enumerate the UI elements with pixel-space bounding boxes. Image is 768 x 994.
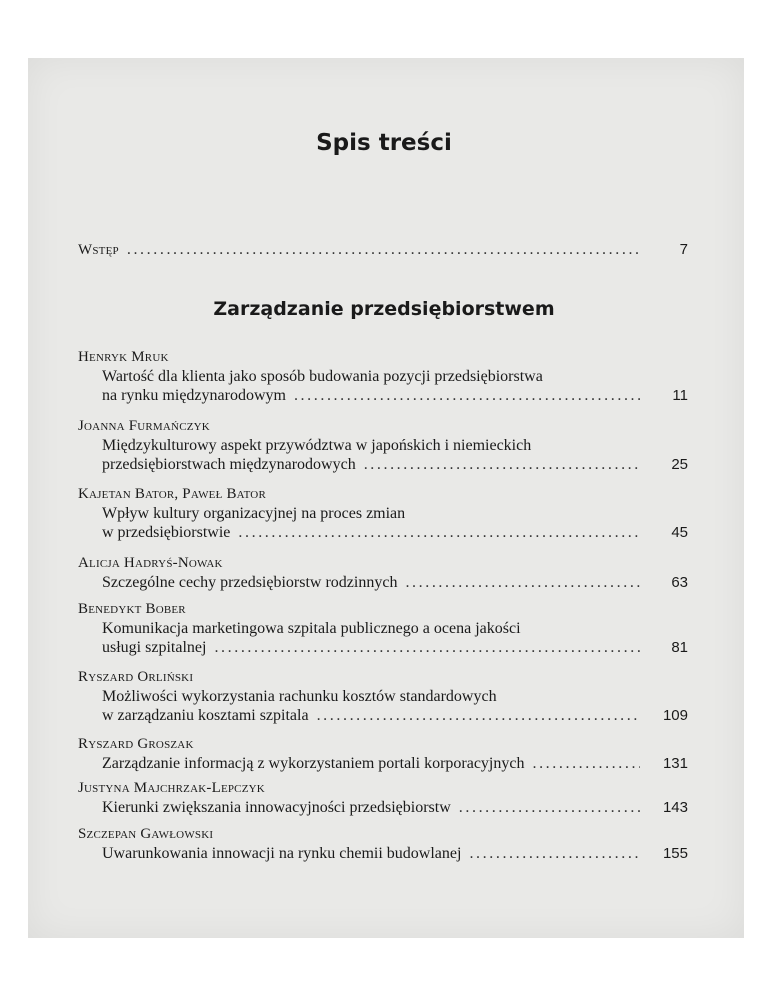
entry-title-last: usługi szpitalnej: [102, 639, 207, 656]
dot-leader: [364, 455, 640, 474]
entry-author: Kajetan Bator, Paweł Bator: [78, 486, 266, 502]
entry-title-last: Zarządzanie informacją z wykorzystaniem portali korporacyjnych: [102, 755, 525, 772]
entry-author: Joanna Furmańczyk: [78, 418, 210, 434]
toc-entry[interactable]: [78, 554, 688, 592]
entry-title-last: w zarządzaniu kosztami szpitala: [102, 707, 309, 724]
page-number: 131: [662, 755, 688, 772]
entry-title-line: Możliwości wykorzystania rachunku kosztów standardowych: [102, 688, 497, 705]
entry-author: Ryszard Groszak: [78, 736, 194, 752]
dot-leader: [459, 798, 640, 817]
entry-author: Benedykt Bober: [78, 601, 186, 617]
page-number: 63: [671, 574, 688, 591]
dot-leader: [294, 386, 640, 405]
entry-author: Justyna Majchrzak-Lepczyk: [78, 780, 265, 796]
entry-title-line: Komunikacja marketingowa szpitala publicznego a ocena jakości: [102, 620, 521, 637]
entry-author: Alicja Hadryś-Nowak: [78, 555, 223, 571]
dot-leader: [317, 706, 640, 725]
entry-title-line: Wpływ kultury organizacyjnej na proces zmian: [102, 505, 406, 522]
toc-entry[interactable]: [78, 417, 688, 474]
entry-author: Ryszard Orliński: [78, 669, 194, 685]
dot-leader: [127, 240, 640, 259]
entry-title-last: przedsiębiorstwach międzynarodowych: [102, 456, 356, 473]
toc-entry[interactable]: [78, 348, 688, 405]
toc-entry[interactable]: [78, 600, 688, 657]
toc-entry[interactable]: [78, 735, 688, 773]
entry-author: Szczepan Gawłowski: [78, 826, 214, 842]
page-title: Spis treści: [316, 130, 452, 156]
toc-entry-intro[interactable]: [78, 240, 688, 260]
page-number: 109: [662, 707, 688, 724]
dot-leader: [532, 754, 640, 773]
entry-title-last: Uwarunkowania innowacji na rynku chemii budowlanej: [102, 845, 462, 862]
entry-title-line: Międzykulturowy aspekt przywództwa w japońskich i niemieckich: [102, 437, 532, 454]
dot-leader: [405, 573, 640, 592]
page-number: 143: [662, 799, 688, 816]
toc-entry[interactable]: [78, 485, 688, 542]
toc-entry[interactable]: [78, 825, 688, 863]
page-number: 7: [679, 241, 688, 258]
dot-leader: [214, 638, 640, 657]
entry-title-last: Szczególne cechy przedsiębiorstw rodzinnych: [102, 574, 398, 591]
entry-title-last: Kierunki zwiększania innowacyjności przedsiębiorstw: [102, 799, 451, 816]
dot-leader: [469, 844, 640, 863]
dot-leader: [238, 523, 640, 542]
entry-title-last: w przedsiębiorstwie: [102, 524, 231, 541]
intro-label: Wstęp: [78, 242, 119, 258]
section-title: Zarządzanie przedsiębiorstwem: [213, 298, 555, 320]
page-number: 25: [671, 456, 688, 473]
entry-title-last: na rynku międzynarodowym: [102, 387, 286, 404]
entry-author: Henryk Mruk: [78, 349, 169, 365]
page-number: 11: [672, 387, 688, 404]
page-number: 45: [671, 524, 688, 541]
page-number: 155: [662, 845, 688, 862]
toc-entry[interactable]: [78, 668, 688, 725]
page-number: 81: [671, 639, 688, 656]
entry-title-line: Wartość dla klienta jako sposób budowania pozycji przedsiębiorstwa: [102, 368, 543, 385]
toc-entry[interactable]: [78, 779, 688, 817]
